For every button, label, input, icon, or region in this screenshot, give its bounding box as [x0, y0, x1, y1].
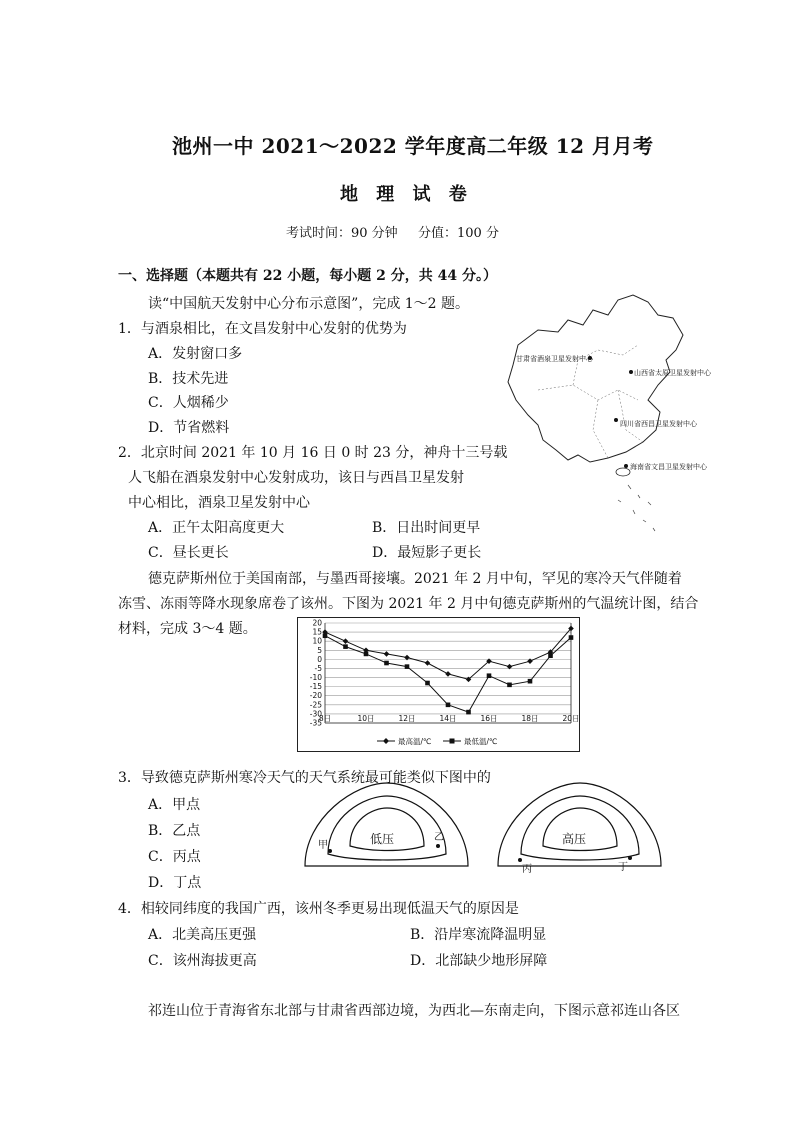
min-temp-point [384, 661, 389, 666]
legend-square-marker [450, 739, 455, 744]
legend-min-label: 最低温/℃ [464, 737, 498, 746]
legend-diamond-marker [383, 738, 389, 744]
y-tick-label: -30 [309, 709, 322, 719]
chart-frame [298, 618, 580, 752]
q2-option-b[interactable]: B．日出时间更早 [372, 520, 481, 536]
map-label-jiuquan: 甘肃省酒泉卫星发射中心 [516, 355, 593, 363]
point-yi-marker [436, 844, 440, 848]
xichang-marker [614, 418, 618, 422]
wenchang-marker [624, 464, 628, 468]
q1-option-c[interactable]: C．人烟稀少 [148, 395, 229, 411]
intro-texas-line1: 德克萨斯州位于美国南部，与墨西哥接壤。2021 年 2 月中旬，罕见的寒冷天气伴随着 [148, 571, 682, 587]
section-heading: 一、选择题（本题共有 22 小题，每小题 2 分，共 44 分。） [118, 268, 497, 284]
q4-stem: 4．相较同纬度的我国广西，该州冬季更易出现低温天气的原因是 [118, 901, 519, 917]
q1-stem: 1．与酒泉相比，在文昌发射中心发射的优势为 [118, 321, 407, 337]
chart-legend [377, 736, 497, 746]
x-tick-label: 12日 [398, 714, 416, 723]
q2-stem-line1: 2．北京时间 2021 年 10 月 16 日 0 时 23 分，神舟十三号载 [118, 445, 508, 461]
min-temp-point [466, 710, 471, 715]
q4-option-c[interactable]: C．该州海拔更高 [148, 953, 257, 969]
min-temp-point [323, 633, 328, 638]
intro-texas-line2: 冻雪、冻雨等降水现象席卷了该州。下图为 2021 年 2 月中旬德克萨斯州的气温统计图，结合 [118, 596, 699, 612]
min-temp-point [548, 653, 553, 658]
y-tick-label: 5 [317, 645, 322, 655]
q3-option-d[interactable]: D．丁点 [148, 875, 202, 891]
y-tick-label: -35 [309, 718, 322, 728]
min-temp-point [507, 683, 512, 688]
intro-map: 读“中国航天发射中心分布示意图”，完成 1～2 题。 [148, 296, 470, 312]
subject-title: 地 理 试 卷 [340, 184, 473, 205]
y-tick-label: 10 [312, 636, 322, 646]
q4-option-d[interactable]: D．北部缺少地形屏障 [410, 953, 548, 969]
point-ding-label: 丁 [618, 862, 628, 873]
x-tick-label: 16日 [480, 714, 498, 723]
temperature-chart [297, 617, 580, 752]
high-pressure-diagram [498, 783, 661, 875]
y-tick-label: 15 [312, 627, 322, 637]
min-temp-point [487, 673, 492, 678]
y-tick-label: 0 [317, 654, 322, 664]
q1-option-b[interactable]: B．技术先进 [148, 371, 229, 387]
map-label-wenchang: 海南省文昌卫星发射中心 [630, 463, 707, 471]
q3-option-a[interactable]: A．甲点 [148, 797, 201, 813]
x-tick-label: 8日 [318, 714, 332, 723]
exam-score: 分值：100 分 [418, 226, 499, 241]
china-launch-center-map [498, 290, 698, 540]
q1-option-a[interactable]: A．发射窗口多 [148, 346, 243, 362]
low-pressure-diagram [305, 783, 468, 866]
q1-option-d[interactable]: D．节省燃料 [148, 420, 230, 436]
y-tick-label: -15 [309, 682, 322, 692]
min-temp-point [425, 681, 430, 686]
point-jia-label: 甲 [318, 840, 328, 851]
y-tick-label: -5 [314, 663, 322, 673]
point-bing-label: 丙 [522, 864, 532, 875]
min-temp-point [446, 703, 451, 708]
point-yi-label: 乙 [434, 832, 444, 843]
legend-max-label: 最高温/℃ [398, 737, 432, 746]
q3-option-c[interactable]: C．丙点 [148, 849, 201, 865]
high-pressure-label: 高压 [562, 832, 587, 846]
q2-stem-line3: 中心相比，酒泉卫星发射中心 [128, 495, 310, 511]
point-jia-marker [328, 849, 332, 853]
min-temp-point [405, 664, 410, 669]
q3-option-b[interactable]: B．乙点 [148, 823, 201, 839]
pressure-diagrams [300, 778, 690, 878]
y-tick-label: -25 [309, 700, 322, 710]
q4-option-b[interactable]: B．沿岸寒流降温明显 [410, 927, 547, 943]
exam-title: 池州一中 2021～2022 学年度高二年级 12 月月考 [172, 134, 654, 158]
max-temp-point [445, 671, 451, 677]
min-temp-point [569, 635, 574, 640]
q2-option-c[interactable]: C．昼长更长 [148, 545, 229, 561]
max-temp-point [384, 651, 390, 657]
min-temp-point [528, 679, 533, 684]
x-tick-label: 14日 [439, 714, 457, 723]
map-label-xichang: 四川省西昌卫星发射中心 [620, 420, 697, 428]
x-tick-label: 10日 [357, 714, 375, 723]
max-temp-point [425, 660, 431, 666]
exam-time: 考试时间：90 分钟 [286, 226, 398, 241]
intro-texas-line3: 材料，完成 3～4 题。 [118, 621, 257, 637]
taiyuan-marker [629, 370, 633, 374]
min-temp-point [364, 652, 369, 657]
china-outline [508, 295, 683, 462]
min-temp-point [343, 644, 348, 649]
south-sea-islands [618, 485, 655, 531]
q4-option-a[interactable]: A．北美高压更强 [148, 927, 257, 943]
intro-qilian: 祁连山位于青海省东北部与甘肃省西部边境，为西北—东南走向，下图示意祁连山各区 [148, 1003, 680, 1019]
point-bing-marker [518, 858, 522, 862]
x-tick-label: 18日 [521, 714, 539, 723]
point-ding-marker [628, 856, 632, 860]
y-tick-label: -10 [309, 673, 322, 683]
map-label-taiyuan: 山西省太原卫星发射中心 [634, 369, 711, 377]
hainan-island [616, 468, 630, 476]
q2-option-d[interactable]: D．最短影子更长 [372, 545, 482, 561]
max-temp-point [343, 638, 349, 644]
q2-stem-line2: 人飞船在酒泉发射中心发射成功，该日与西昌卫星发射 [128, 470, 464, 486]
y-tick-label: -20 [309, 691, 322, 701]
y-tick-label: 20 [312, 618, 322, 628]
low-pressure-label: 低压 [370, 832, 395, 846]
q2-option-a[interactable]: A．正午太阳高度更大 [148, 520, 285, 536]
x-tick-label: 20日 [562, 714, 580, 723]
q3-stem: 3．导致德克萨斯州寒冷天气的天气系统最可能类似下图中的 [118, 770, 491, 786]
